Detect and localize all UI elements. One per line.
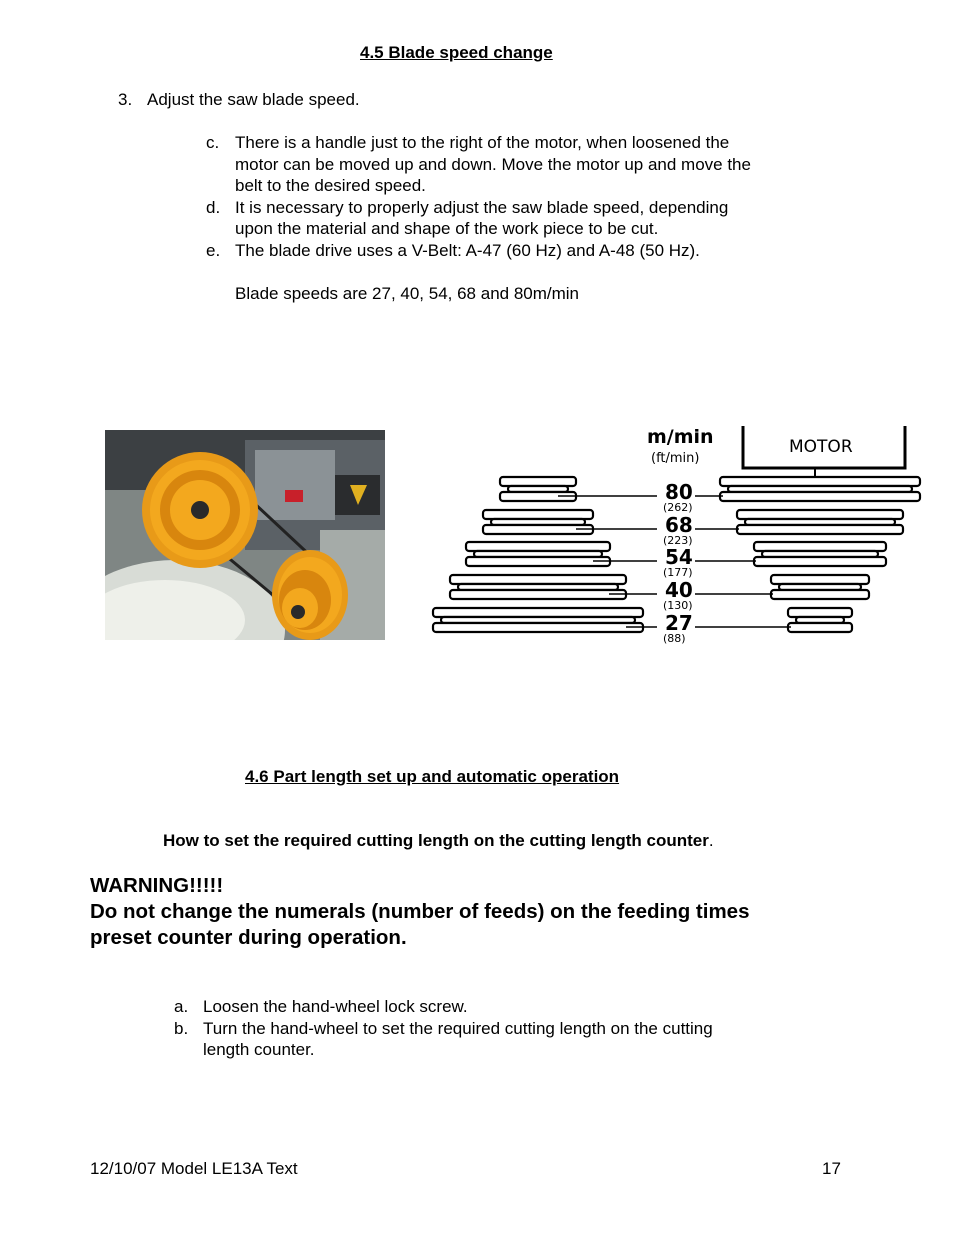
blade-pulley-flange: [450, 590, 626, 599]
warning-title: WARNING!!!!!: [90, 874, 224, 897]
list-item-letter: d.: [206, 197, 221, 217]
speed-mpm-label: 27: [665, 611, 693, 635]
speed-mpm-label: 68: [665, 513, 693, 537]
list-item-line: Turn the hand-wheel to set the required cutting length on the cutting: [203, 1018, 713, 1038]
footer-left: 12/10/07 Model LE13A Text: [90, 1159, 298, 1178]
list-item-line: motor can be moved up and down. Move the motor up and move the: [235, 154, 751, 174]
motor-pulley-flange: [771, 575, 869, 584]
subheading-period: .: [708, 831, 714, 850]
unit-sub-label: (ft/min): [651, 451, 700, 466]
speed-mpm-label: 40: [665, 578, 693, 602]
list-item-line: There is a handle just to the right of the motor, when loosened the: [235, 133, 730, 152]
list-item-line: upon the material and shape of the work piece to be cut.: [235, 219, 659, 238]
speed-fpm-label: (88): [663, 632, 686, 645]
step-text: Adjust the saw blade speed.: [147, 90, 360, 109]
motor-pulley-flange: [737, 525, 903, 534]
list-item-letter: a.: [174, 997, 189, 1016]
pulley-photo: [105, 430, 385, 640]
speed-fpm-label: (262): [663, 501, 693, 514]
blade-pulley-flange: [483, 510, 593, 519]
section-title-4-5: 4.5 Blade speed change: [360, 43, 553, 62]
motor-pulley-flange: [754, 557, 886, 566]
step-number: 3.: [118, 90, 133, 109]
pulley-photo-illustration: [105, 430, 385, 640]
list-item-letter: e.: [206, 240, 221, 260]
list-item-line: Loosen the hand-wheel lock screw.: [203, 997, 468, 1016]
speed-fpm-label: (177): [663, 566, 693, 579]
warning-line: preset counter during operation.: [90, 926, 407, 949]
speed-fpm-label: (130): [663, 599, 693, 612]
blade-speeds-note: Blade speeds are 27, 40, 54, 68 and 80m/min: [235, 284, 580, 303]
list-item-letter: b.: [174, 1018, 189, 1038]
motor-pulley-flange: [788, 623, 852, 632]
list-item-line: It is necessary to properly adjust the saw blade speed, depending: [235, 197, 729, 217]
unit-label: m/min: [647, 426, 714, 448]
blade-pulley-flange: [466, 542, 610, 551]
subheading: [163, 831, 714, 851]
speed-diagram: [405, 422, 945, 654]
subheading-text: How to set the required cutting length on the cutting length counter: [163, 831, 709, 850]
motor-pulley-flange: [754, 542, 886, 551]
speed-mpm-label: 80: [665, 480, 693, 504]
motor-pulley-flange: [720, 492, 920, 501]
blade-pulley-flange: [500, 477, 576, 486]
motor-pulley-flange: [720, 477, 920, 486]
stepped-pulleys-drawing: [405, 422, 945, 654]
motor-pulley-flange: [788, 608, 852, 617]
blade-pulley-flange: [433, 623, 643, 632]
list-item-line: The blade drive uses a V-Belt: A-47 (60 Hz) and A-48 (50 Hz).: [235, 240, 700, 260]
page-number: 17: [822, 1159, 841, 1178]
list-item-line: length counter.: [203, 1040, 315, 1059]
motor-label: MOTOR: [789, 437, 853, 457]
section-title-4-6: 4.6 Part length set up and automatic operation: [245, 767, 620, 786]
motor-pulley-flange: [737, 510, 903, 519]
blade-pulley-flange: [466, 557, 610, 566]
blade-pulley-flange: [433, 608, 643, 617]
list-item-line: belt to the desired speed.: [235, 176, 426, 195]
blade-pulley-flange: [450, 575, 626, 584]
motor-pulley-flange: [771, 590, 869, 599]
speed-fpm-label: (223): [663, 534, 693, 547]
warning-line: Do not change the numerals (number of feeds) on the feeding times: [90, 900, 750, 923]
speed-mpm-label: 54: [665, 545, 693, 569]
list-item-letter: c.: [206, 133, 220, 152]
